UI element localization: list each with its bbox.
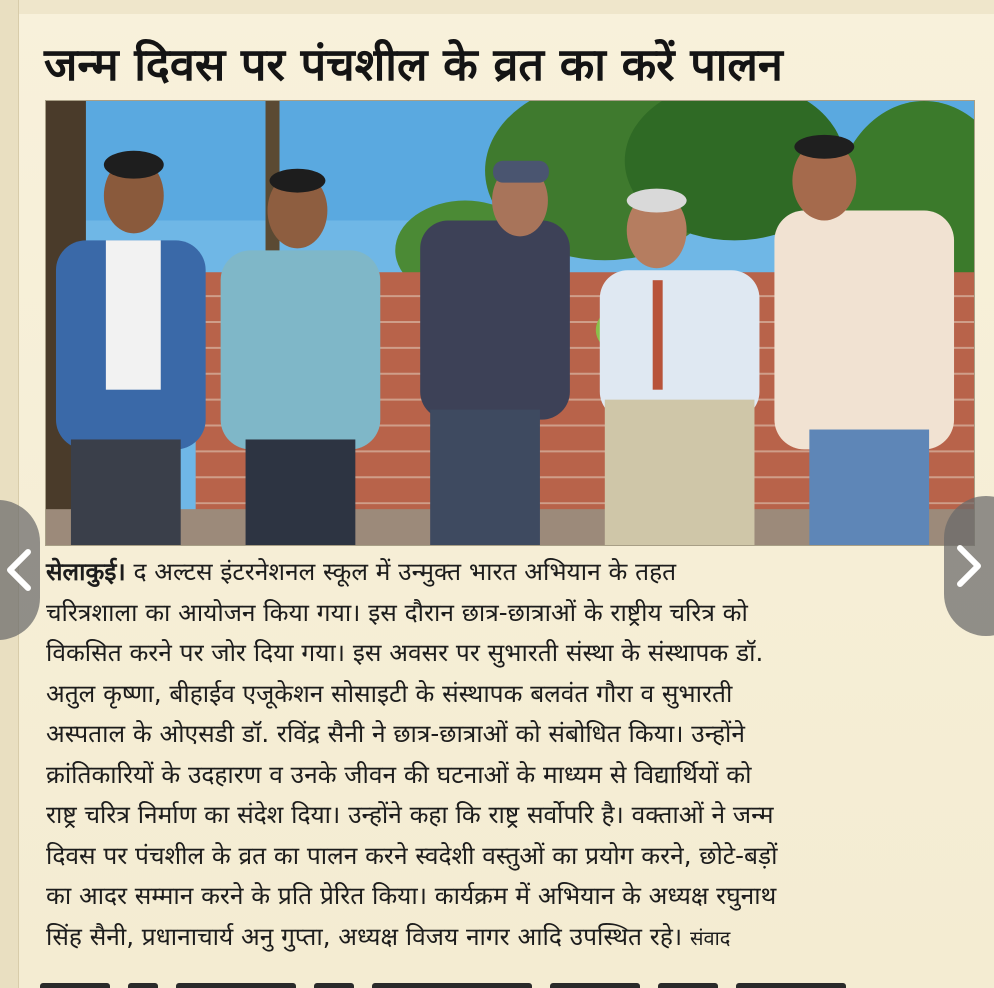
article-line-9: का आदर सम्मान करने के प्रति प्रेरित किया। कार्यक्रम में अभियान के अध्यक्ष रघुनाथ [46,881,777,910]
article-line-5: अस्पताल के ओएसडी डॉ. रविंद्र सैनी ने छात्र-छात्राओं को संबोधित किया। उन्होंने [46,719,745,748]
article-line-7: राष्ट्र चरित्र निर्माण का संदेश दिया। उन्होंने कहा कि राष्ट्र सर्वोपरि है। वक्ताओं ने जन्म [46,800,774,829]
column-rule [0,0,19,988]
article-line-10-text: सिंह सैनी, प्रधानाचार्य अनु गुप्ता, अध्यक्ष विजय नागर आदि उपस्थित रहे। [46,921,683,951]
chevron-right-icon [954,544,984,588]
article-line-8: दिवस पर पंचशील के व्रत का पालन करने स्वदेशी वस्तुओं का प्रयोग करने, छोटे-बड़ों [46,840,778,870]
previous-image-button[interactable] [0,500,40,640]
news-photo [45,100,975,546]
article-line-3: विकसित करने पर जोर दिया गया। इस अवसर पर सुभारती संस्था के संस्थापक डॉ. [46,638,764,667]
article-body [46,552,976,957]
next-image-button[interactable] [944,496,994,636]
article-line-10 [46,917,976,958]
article-line-1 [46,552,976,593]
top-edge [0,0,994,14]
article-line-6: क्रांतिकारियों के उदहारण व उनके जीवन की घटनाओं के माध्यम से विद्यार्थियों को [46,759,752,789]
dateline: सेलाकुई। [46,557,126,586]
next-article-cutoff [40,978,940,988]
article-line-1-text: द अल्टस इंटरनेशनल स्कूल में उन्मुक्त भारत अभियान के तहत [125,557,677,586]
byline-credit: संवाद [689,925,731,950]
article-line-2: चरित्रशाला का आयोजन किया गया। इस दौरान छात्र-छात्राओं के राष्ट्रीय चरित्र को [46,597,748,627]
chevron-left-icon [4,548,34,592]
article-line-4: अतुल कृष्णा, बीहाईव एजूकेशन सोसाइटी के संस्थापक बलवंत गौरा व सुभारती [46,678,733,708]
news-photo-illustration [46,101,974,545]
headline: जन्म दिवस पर पंचशील के व्रत का करें पालन [44,38,783,91]
